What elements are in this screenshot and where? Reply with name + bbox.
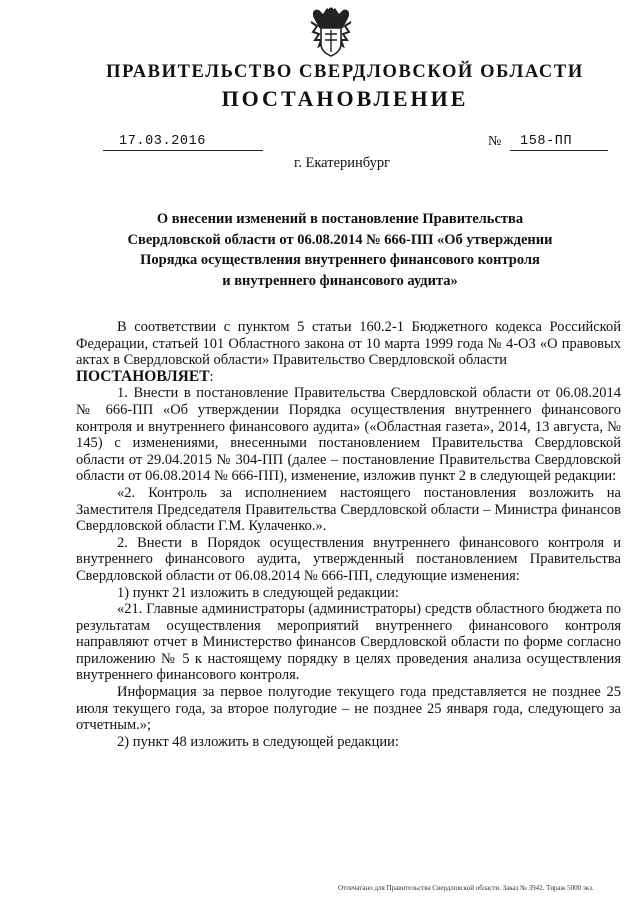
decree-word: ПОСТАНОВЛЯЕТ	[76, 367, 210, 385]
date-underline	[103, 150, 263, 151]
city-name: г. Екатеринбург	[293, 155, 391, 171]
document-type-title: ПОСТАНОВЛЕНИЕ	[221, 86, 469, 111]
item-2-paragraph: 2. Внести в Порядок осуществления внутреннего финансового контроля и внутреннего финансового аудита, утвержденный постановлением Правительства Свердловской области от 06.08.2014 № 666-ПП, следующие изменения:	[76, 534, 621, 584]
subitem-1-info-paragraph: Информация за первое полугодие текущего года представляется не позднее 25 июля текущего года, за второе полугодие – не позднее 25 января года, следующего за отчетным.»;	[76, 684, 621, 734]
subject-line: Порядка осуществления внутреннего финансового контроля	[140, 252, 540, 268]
subitem-1-quote-paragraph: «21. Главные администраторы (администраторы) средств областного бюджета по результатам осуществления мероприятий внутреннего финансового контроля направляют отчет в Министерство финансов Свердловской области по форме согласно приложению № 5 к настоящему порядку в целях проведения анализа осуществления внутреннего финансового контроля.	[76, 601, 621, 684]
document-date-field	[103, 134, 263, 152]
subject-line: О внесении изменений в постановление Правительства	[156, 211, 524, 227]
document-number-field	[488, 134, 608, 152]
subject-line: Свердловской области от 06.08.2014 № 666-ПП «Об утверждении	[127, 231, 553, 248]
subject-line: и внутреннего финансового аудита»	[222, 272, 458, 289]
item-1-quote-paragraph: «2. Контроль за исполнением настоящего постановления возложить на Заместителя Председателя Правительства Свердловской области – Министра финансов Свердловской области Г.М. Кулаченко.».	[76, 484, 621, 535]
subitem-2-paragraph: 2) пункт 48 изложить в следующей редакции:	[117, 733, 399, 750]
number-sign: №	[488, 134, 502, 149]
organization-name: ПРАВИТЕЛЬСТВО СВЕРДЛОВСКОЙ ОБЛАСТИ	[106, 62, 584, 82]
decree-colon: :	[209, 368, 214, 385]
decree-line	[76, 369, 621, 386]
number-underline	[510, 150, 608, 151]
document-date: 17.03.2016	[119, 134, 207, 149]
document-body	[76, 319, 621, 750]
subitem-1-paragraph: 1) пункт 21 изложить в следующей редакции:	[117, 584, 399, 601]
coat-of-arms-icon	[307, 4, 355, 58]
document-number: 158-ПП	[520, 134, 573, 149]
preamble-paragraph: В соответствии с пунктом 5 статьи 160.2-1 Бюджетного кодекса Российской Федерации, статьей 101 Областного закона от 10 марта 1999 года № 4-ОЗ «О правовых актах в Свердловской области» Правительство Свердловской области	[76, 319, 621, 369]
document-subject	[100, 209, 580, 291]
print-imprint: Отпечатано для Правительства Свердловской области. Заказ № 3942. Тираж 5000 экз.	[338, 884, 594, 892]
item-1-paragraph: 1. Внести в постановление Правительства Свердловской области от 06.08.2014 № 666-ПП «Об утверждении Порядка осуществления внутреннего финансового контроля и внутреннего финансового аудита» («Областная газета», 2014, 13 августа, № 145) с изменениями, внесенными постановлением Правительства Свердловской области от 29.04.2015 № 304-ПП (далее – постановление Правительства Свердловской области от 06.08.2014 № 666-ПП), изменение, изложив пункт 2 в следующей редакции:	[76, 385, 621, 485]
